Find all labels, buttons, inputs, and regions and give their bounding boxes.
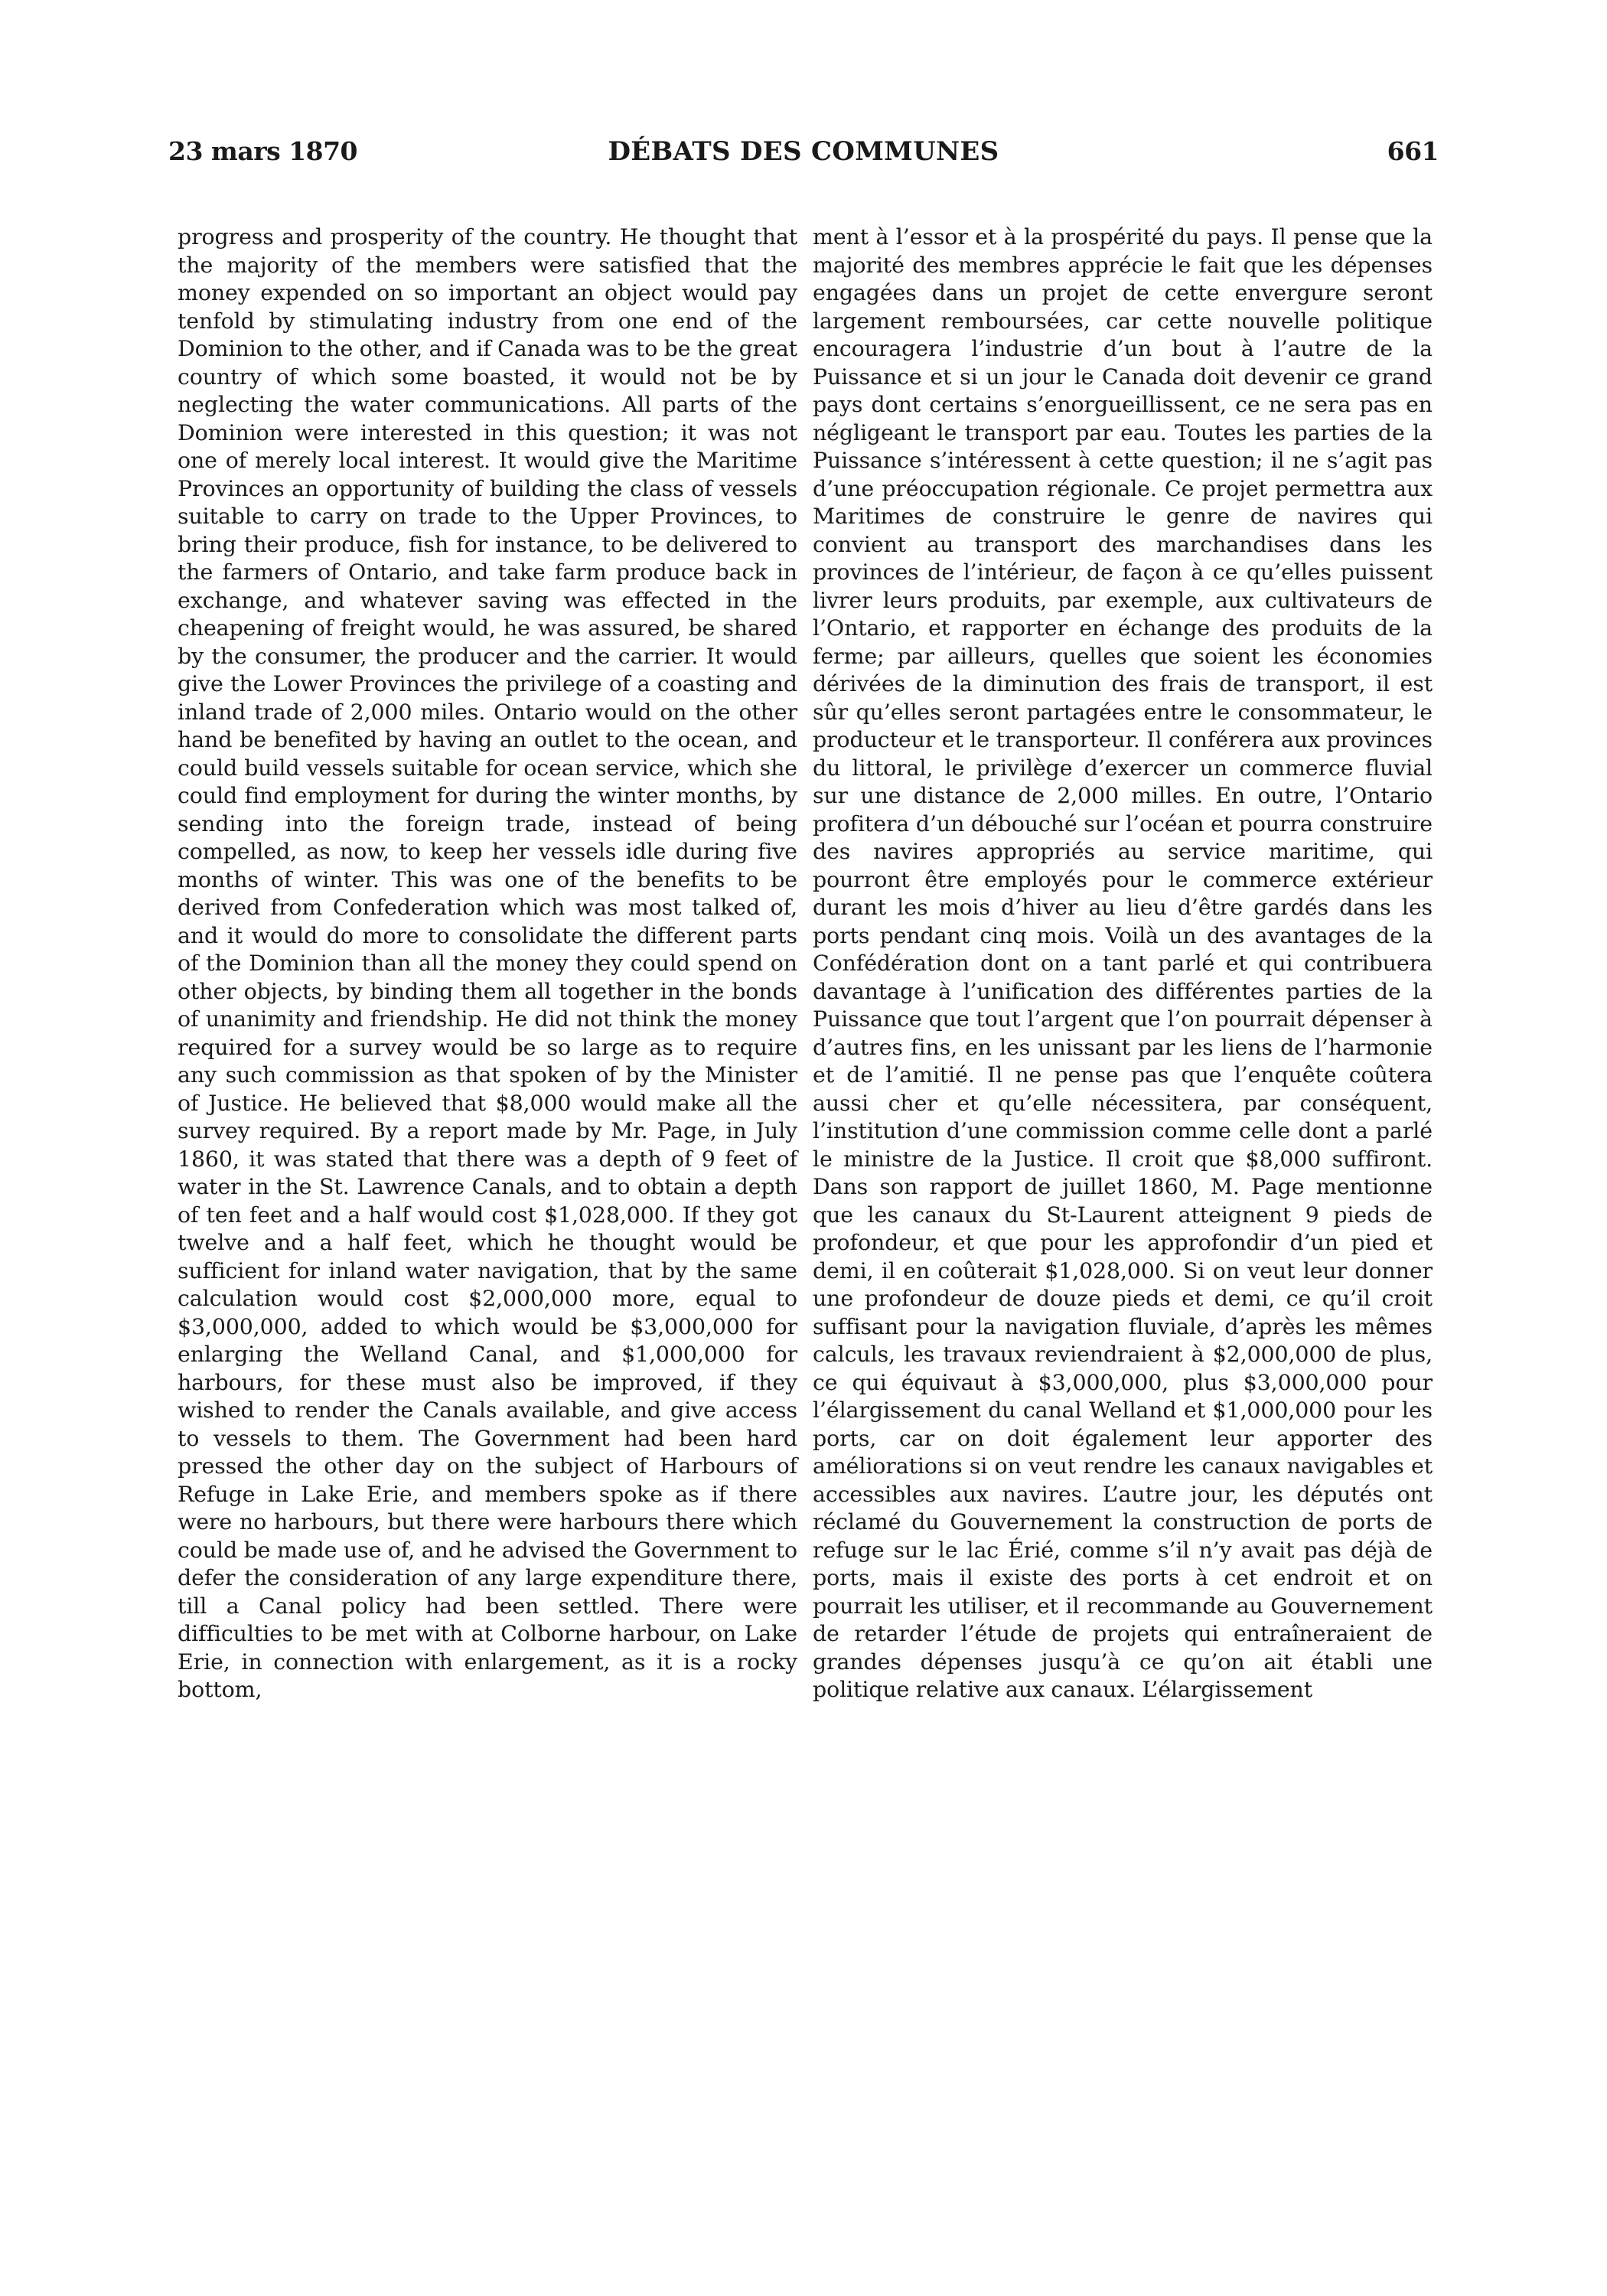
english-paragraph: progress and prosperity of the country. He thought that the majority of the members were satisfied that the money expended on so important an object would pay tenfold by stimulating industry from one end of the Dominion to the other, and if Canada was to be the great country of which some boasted, it would not be by neglecting the water communications. All parts of the Dominion were interested in this question; it was not one of merely local interest. It would give the Maritime Provinces an opportunity of building the class of vessels suitable to carry on trade to the Upper Provinces, to bring their produce, fish for instance, to be delivered to the farmers of Ontario, and take farm produce back in exchange, and whatever saving was effected in the cheapening of freight would, he was assured, be shared by the consumer, the producer and the carrier. It would give the Lower Provinces the privilege of a coasting and inland trade of 2,000 miles. Ontario would on the other hand be benefited by having an outlet to the ocean, and could build vessels suitable for ocean service, which she could find employment for during the winter months, by sending into the foreign trade, instead of being compelled, as now, to keep her vessels idle during five months of winter. This was one of the benefits to be derived from Confederation which was most talked of, and it would do more to consolidate the different parts of the Dominion than all the money they could spend on other objects, by binding them all together in the bonds of unanimity and friendship. He did not think the money required for a survey would be so large as to require any such commission as that spoken of by the Minister of Justice. He believed that $8,000 would make all the survey required. By a report made by Mr. Page, in July 1860, it was stated that there was a depth of 9 feet of water in the St. Lawrence Canals, and to obtain a depth of ten feet and a half would cost $1,028,000. If they got twelve and a half feet, which he thought would be sufficient for inland water navigation, that by the same calculation would cost $2,000,000 more, equal to $3,000,000, added to which would be $3,000,000 for enlarging the Welland Canal, and $1,000,000 for harbours, for these must also be improved, if they wished to render the Canals available, and give access to vessels to them. The Government had been hard pressed the other day on the subject of Harbours of Refuge in Lake Erie, and members spoke as if there were no harbours, but there were harbours there which could be made use of, and he advised the Government to defer the consideration of any large expenditure there, till a Canal policy had been settled. There were difficulties to be met with at Colborne harbour, on Lake Erie, in connection with enlargement, as it is a rocky bottom, <box>178 224 797 1702</box>
header-title: DÉBATS DES COMMUNES <box>608 136 999 167</box>
running-header <box>168 136 1439 182</box>
page-number: 661 <box>1387 136 1439 166</box>
french-paragraph: ment à l’essor et à la prospérité du pays. Il pense que la majorité des membres apprécie le fait que les dépenses engagées dans un projet de cette envergure seront largement remboursées, car cette nouvelle politique encouragera l’industrie d’un bout à l’autre de la Puissance et si un jour le Canada doit devenir ce grand pays dont certains s’enorgueillissent, ce ne sera pas en négligeant le transport par eau. Toutes les parties de la Puissance s’intéressent à cette question; il ne s’agit pas d’une préoccupation régionale. Ce projet permettra aux Maritimes de construire le genre de navires qui convient au transport des marchandises dans les provinces de l’intérieur, de façon à ce qu’elles puissent livrer leurs produits, par exemple, aux cultivateurs de l’Ontario, et rapporter en échange des produits de la ferme; par ailleurs, quelles que soient les économies dérivées de la diminution des frais de transport, il est sûr qu’elles seront partagées entre le consommateur, le producteur et le transporteur. Il conférera aux provinces du littoral, le privilège d’exercer un commerce fluvial sur une distance de 2,000 milles. En outre, l’Ontario profitera d’un débouché sur l’océan et pourra construire des navires appropriés au service maritime, qui pourront être employés pour le commerce extérieur durant les mois d’hiver au lieu d’être gardés dans les ports pendant cinq mois. Voilà un des avantages de la Confédération dont on a tant parlé et qui contribuera davantage à l’unification des différentes parties de la Puissance que tout l’argent que l’on pourrait dépenser à d’autres fins, en les unissant par les liens de l’harmonie et de l’amitié. Il ne pense pas que l’enquête coûtera aussi cher et qu’elle nécessitera, par conséquent, l’institution d’une commission comme celle dont a parlé le ministre de la Justice. Il croit que $8,000 suffiront. Dans son rapport de juillet 1860, M. Page mentionne que les canaux du St-Laurent atteignent 9 pieds de profondeur, et que pour les approfondir d’un pied et demi, il en coûterait $1,028,000. Si on veut leur donner une profondeur de douze pieds et demi, ce qu’il croit suffisant pour la navigation fluviale, d’après les mêmes calculs, les travaux reviendraient à $2,000,000 de plus, ce qui équivaut à $3,000,000, plus $3,000,000 pour l’élargissement du canal Welland et $1,000,000 pour les ports, car on doit également leur apporter des améliorations si on veut rendre les canaux navigables et accessibles aux navires. L’autre jour, les députés ont réclamé du Gouvernement la construction de ports de refuge sur le lac Érié, comme s’il n’y avait pas déjà de ports, mais il existe des ports à cet endroit et on pourrait les utiliser, et il recommande au Gouvernement de retarder l’étude de projets qui entraîneraient de grandes dépenses jusqu’à ce qu’on ait établi une politique relative aux canaux. L’élargissement <box>813 224 1433 1702</box>
french-column <box>813 223 1433 1704</box>
header-date: 23 mars 1870 <box>168 136 358 166</box>
english-column <box>178 223 797 1704</box>
